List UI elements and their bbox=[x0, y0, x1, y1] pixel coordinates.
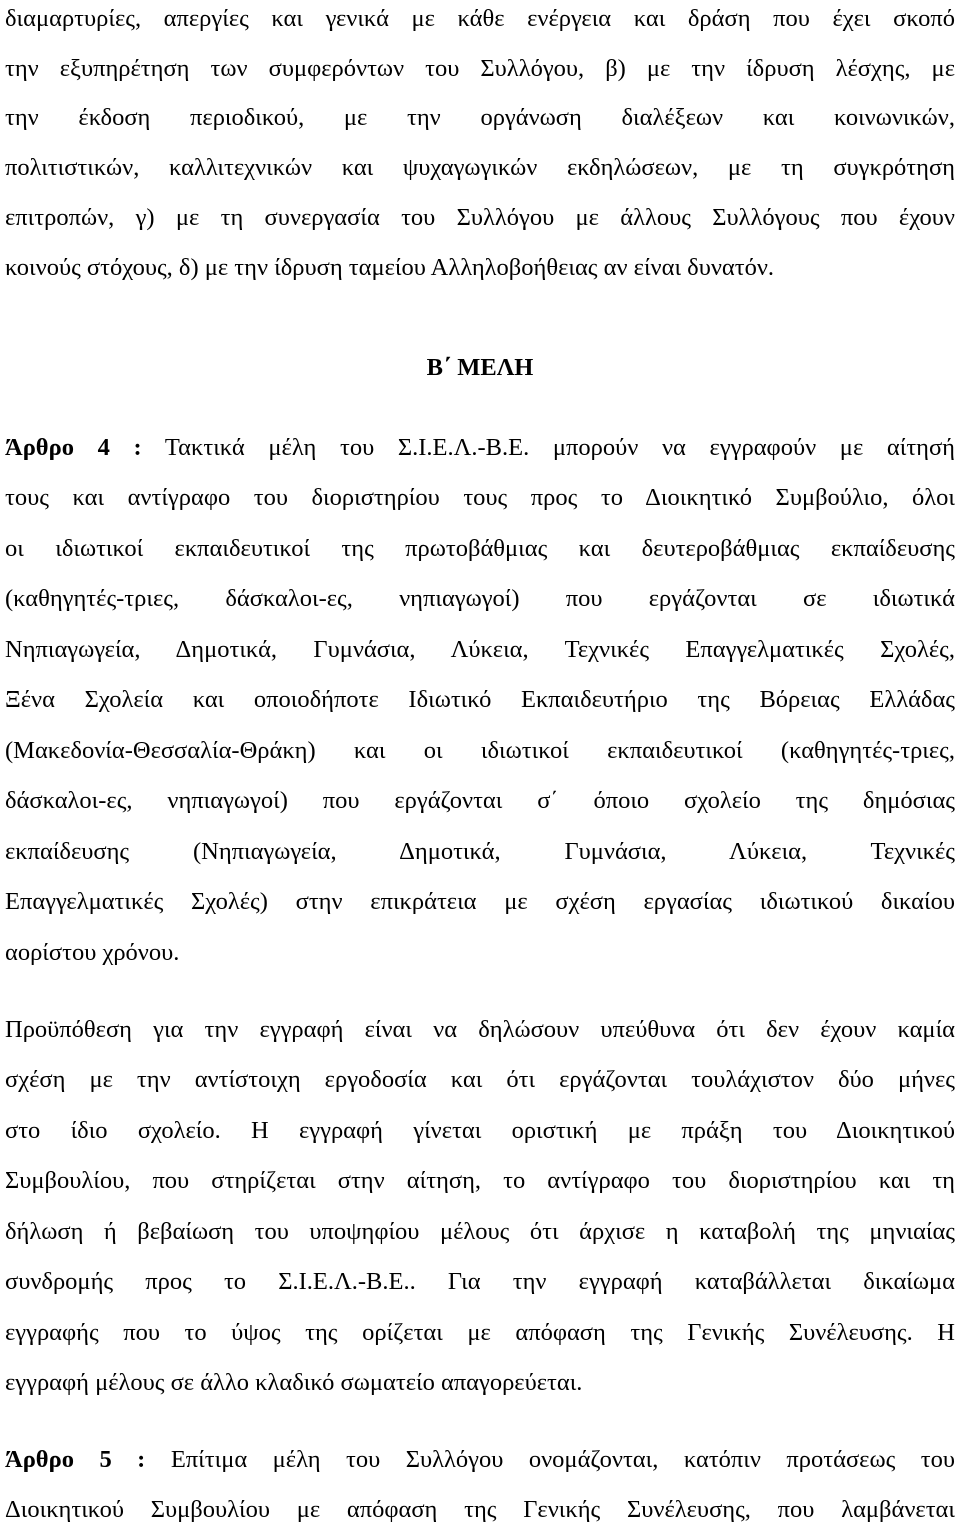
text-line: (καθηγητές-τριες, δάσκαλοι-ες, νηπιαγωγοί) που εργάζονται σε ιδιωτικά bbox=[5, 585, 955, 612]
text-line: πολιτιστικών, καλλιτεχνικών και ψυχαγωγικών εκδηλώσεων, με τη συγκρότηση bbox=[5, 154, 955, 181]
text-line: Διοικητικού Συμβουλίου με απόφαση της Γενικής Συνέλευσης, που λαμβάνεται bbox=[5, 1496, 955, 1523]
text-line: Νηπιαγωγεία, Δημοτικά, Γυμνάσια, Λύκεια, Τεχνικές Επαγγελματικές Σχολές, bbox=[5, 636, 955, 663]
article-5-first-line-text: Επίτιμα μέλη του Συλλόγου ονομάζονται, κατόπιν προτάσεως του bbox=[170, 1446, 955, 1473]
text-line: στο ίδιο σχολείο. Η εγγραφή γίνεται οριστική με πράξη του Διοικητικού bbox=[5, 1117, 955, 1144]
text-line: την έκδοση περιοδικού, με την οργάνωση διαλέξεων και κοινωνικών, bbox=[5, 104, 955, 131]
text-line: εγγραφής που το ύψος της ορίζεται με απόφαση της Γενικής Συνέλευσης. Η bbox=[5, 1319, 955, 1346]
text-line: εγγραφή μέλους σε άλλο κλαδικό σωματείο απαγορεύεται. bbox=[5, 1369, 583, 1396]
text-line: την εξυπηρέτηση των συμφερόντων του Συλλόγου, β) με την ίδρυση λέσχης, με bbox=[5, 55, 955, 82]
text-line: Ξένα Σχολεία και οποιοδήποτε Ιδιωτικό Εκπαιδευτήριο της Βόρειας Ελλάδας bbox=[5, 686, 955, 713]
section-heading: Β΄ ΜΕΛΗ bbox=[426, 354, 534, 381]
text-line: Επαγγελματικές Σχολές) στην επικράτεια με σχέση εργασίας ιδιωτικού δικαίου bbox=[5, 888, 955, 915]
article-4-first-line bbox=[5, 431, 955, 465]
text-line: δάσκαλοι-ες, νηπιαγωγοί) που εργάζονται σ΄ όποιο σχολείο της δημόσιας bbox=[5, 787, 955, 814]
text-line: επιτροπών, γ) με τη συνεργασία του Συλλόγου με άλλους Συλλόγους που έχουν bbox=[5, 204, 955, 231]
text-line: Προϋπόθεση για την εγγραφή είναι να δηλώσουν υπεύθυνα ότι δεν έχουν καμία bbox=[5, 1016, 955, 1043]
text-line: εκπαίδευσης (Νηπιαγωγεία, Δημοτικά, Γυμνάσια, Λύκεια, Τεχνικές bbox=[5, 838, 955, 865]
text-line: τους και αντίγραφο του διοριστηρίου τους προς το Διοικητικό Συμβούλιο, όλοι bbox=[5, 484, 955, 511]
article-4-first-line-text: Τακτικά μέλη του Σ.Ι.Ε.Λ.-Β.Ε. μπορούν να εγγραφούν με αίτησή bbox=[164, 434, 955, 461]
text-line: δήλωση ή βεβαίωση του υποψηφίου μέλους ότι άρχισε η καταβολή της μηνιαίας bbox=[5, 1218, 955, 1245]
article-5-first-line bbox=[5, 1443, 955, 1477]
article-5-label: Άρθρο 5 : bbox=[5, 1446, 146, 1473]
text-line: (Μακεδονία-Θεσσαλία-Θράκη) και οι ιδιωτικοί εκπαιδευτικοί (καθηγητές-τριες, bbox=[5, 737, 955, 764]
text-line: σχέση με την αντίστοιχη εργοδοσία και ότι εργάζονται τουλάχιστον δύο μήνες bbox=[5, 1066, 955, 1093]
text-line: διαμαρτυρίες, απεργίες και γενικά με κάθε ενέργεια και δράση που έχει σκοπό bbox=[5, 5, 955, 32]
text-line: κοινούς στόχους, δ) με την ίδρυση ταμείου Αλληλοβοήθειας αν είναι δυνατόν. bbox=[5, 254, 775, 281]
text-line: Συμβουλίου, που στηρίζεται στην αίτηση, το αντίγραφο του διοριστηρίου και τη bbox=[5, 1167, 955, 1194]
text-line: οι ιδιωτικοί εκπαιδευτικοί της πρωτοβάθμιας και δευτεροβάθμιας εκπαίδευσης bbox=[5, 535, 955, 562]
text-line: συνδρομής προς το Σ.Ι.Ε.Λ.-Β.Ε.. Για την εγγραφή καταβάλλεται δικαίωμα bbox=[5, 1268, 955, 1295]
article-4-label: Άρθρο 4 : bbox=[5, 434, 142, 461]
text-line: αορίστου χρόνου. bbox=[5, 939, 180, 966]
